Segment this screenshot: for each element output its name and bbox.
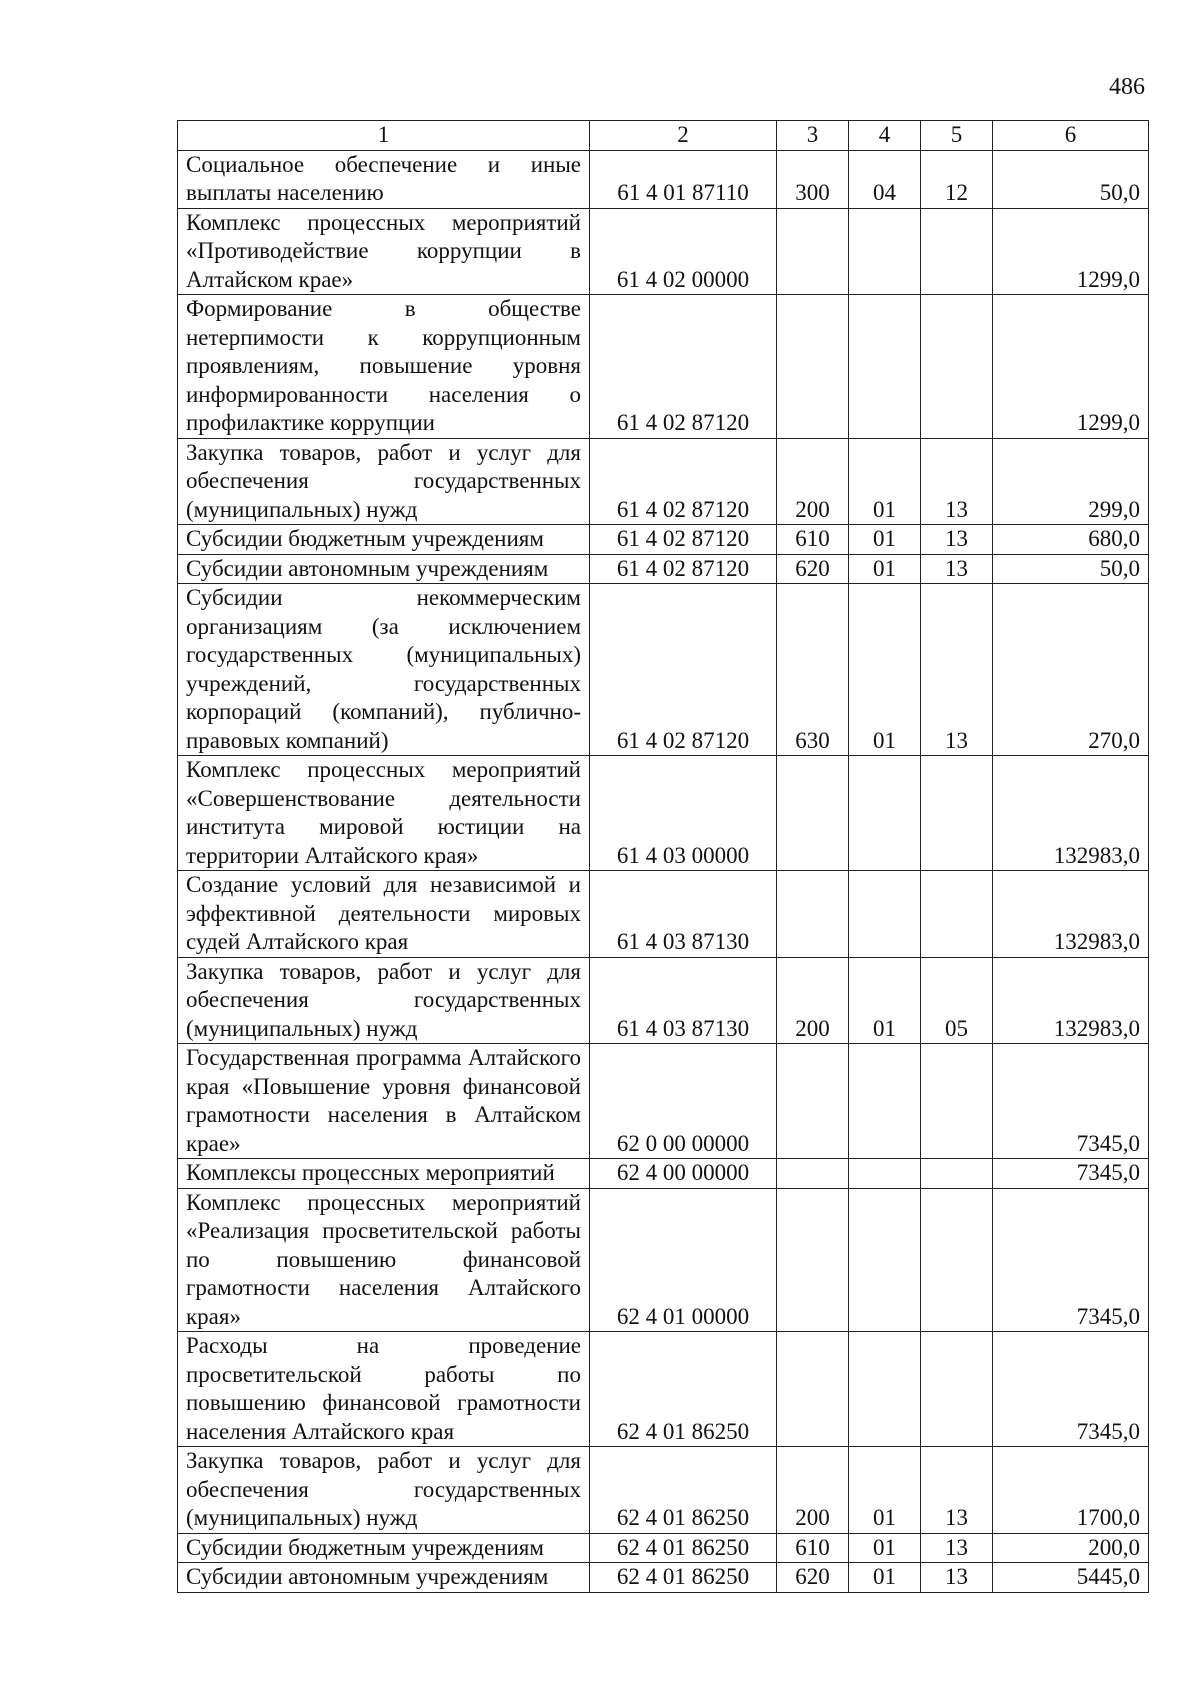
row-amount: 7345,0 <box>993 1044 1149 1159</box>
row-subsection <box>921 1188 993 1332</box>
row-section: 04 <box>849 150 921 208</box>
row-description: Расходы на проведение просветительской работы по повышению финансовой грамотности населения Алтайского края <box>178 1332 590 1447</box>
row-description: Создание условий для независимой и эффективной деятельности мировых судей Алтайского края <box>178 871 590 958</box>
table-row <box>178 584 1149 756</box>
row-expense-type <box>777 1188 849 1332</box>
table-row <box>178 756 1149 871</box>
row-section <box>849 1159 921 1189</box>
column-header: 2 <box>590 121 777 151</box>
table-row <box>178 295 1149 439</box>
table-row <box>178 871 1149 958</box>
row-subsection: 13 <box>921 525 993 555</box>
row-code: 61 4 03 00000 <box>590 756 777 871</box>
row-amount: 132983,0 <box>993 756 1149 871</box>
row-code: 61 4 01 87110 <box>590 150 777 208</box>
row-amount: 200,0 <box>993 1533 1149 1563</box>
row-section: 01 <box>849 584 921 756</box>
row-subsection: 13 <box>921 1533 993 1563</box>
row-description: Субсидии автономным учреждениям <box>178 554 590 584</box>
table-row <box>178 525 1149 555</box>
row-section <box>849 208 921 295</box>
row-amount: 132983,0 <box>993 957 1149 1044</box>
table-row <box>178 1447 1149 1534</box>
table-body <box>178 150 1149 1592</box>
row-code: 62 0 00 00000 <box>590 1044 777 1159</box>
row-expense-type: 620 <box>777 554 849 584</box>
row-code: 62 4 01 00000 <box>590 1188 777 1332</box>
row-expense-type: 200 <box>777 957 849 1044</box>
row-description: Закупка товаров, работ и услуг для обеспечения государственных (муниципальных) нужд <box>178 957 590 1044</box>
row-code: 61 4 03 87130 <box>590 871 777 958</box>
budget-table <box>177 120 1149 1593</box>
row-description: Закупка товаров, работ и услуг для обеспечения государственных (муниципальных) нужд <box>178 1447 590 1534</box>
row-section <box>849 871 921 958</box>
row-amount: 7345,0 <box>993 1159 1149 1189</box>
column-header: 5 <box>921 121 993 151</box>
table-row <box>178 1563 1149 1593</box>
row-expense-type: 620 <box>777 1563 849 1593</box>
row-code: 61 4 03 87130 <box>590 957 777 1044</box>
row-amount: 7345,0 <box>993 1332 1149 1447</box>
table-row <box>178 1159 1149 1189</box>
row-amount: 1700,0 <box>993 1447 1149 1534</box>
row-expense-type: 630 <box>777 584 849 756</box>
table-row <box>178 208 1149 295</box>
row-amount: 1299,0 <box>993 208 1149 295</box>
row-expense-type: 200 <box>777 438 849 525</box>
table-row <box>178 438 1149 525</box>
row-section <box>849 1044 921 1159</box>
row-subsection: 13 <box>921 1563 993 1593</box>
row-expense-type: 610 <box>777 1533 849 1563</box>
row-expense-type: 200 <box>777 1447 849 1534</box>
row-description: Комплексы процессных мероприятий <box>178 1159 590 1189</box>
table-row <box>178 1188 1149 1332</box>
row-section <box>849 1332 921 1447</box>
row-expense-type <box>777 1044 849 1159</box>
row-description: Государственная программа Алтайского края «Повышение уровня финансовой грамотности населения в Алтайском крае» <box>178 1044 590 1159</box>
table-row <box>178 1533 1149 1563</box>
row-subsection <box>921 295 993 439</box>
table-row <box>178 1044 1149 1159</box>
row-subsection: 13 <box>921 438 993 525</box>
page-number: 486 <box>1109 74 1145 100</box>
column-header: 6 <box>993 121 1149 151</box>
row-subsection: 13 <box>921 554 993 584</box>
row-amount: 270,0 <box>993 584 1149 756</box>
row-subsection <box>921 871 993 958</box>
row-code: 62 4 01 86250 <box>590 1533 777 1563</box>
row-subsection: 13 <box>921 1447 993 1534</box>
row-description: Формирование в обществе нетерпимости к коррупционным проявлениям, повышение уровня информированности населения о профилактике коррупции <box>178 295 590 439</box>
column-header: 3 <box>777 121 849 151</box>
row-description: Социальное обеспечение и иные выплаты населению <box>178 150 590 208</box>
row-description: Комплекс процессных мероприятий «Реализация просветительской работы по повышению финансовой грамотности населения Алтайского края» <box>178 1188 590 1332</box>
row-code: 62 4 01 86250 <box>590 1447 777 1534</box>
row-section: 01 <box>849 525 921 555</box>
row-section <box>849 1188 921 1332</box>
row-section <box>849 295 921 439</box>
row-description: Комплекс процессных мероприятий «Совершенствование деятельности института мировой юстиции на территории Алтайского края» <box>178 756 590 871</box>
row-section: 01 <box>849 438 921 525</box>
row-subsection <box>921 756 993 871</box>
row-amount: 132983,0 <box>993 871 1149 958</box>
row-expense-type <box>777 756 849 871</box>
column-header: 4 <box>849 121 921 151</box>
row-amount: 50,0 <box>993 150 1149 208</box>
row-description: Закупка товаров, работ и услуг для обеспечения государственных (муниципальных) нужд <box>178 438 590 525</box>
row-description: Субсидии некоммерческим организациям (за исключением государственных (муниципальных) учреждений, государственных корпораций (компаний), публично-правовых компаний) <box>178 584 590 756</box>
row-subsection: 05 <box>921 957 993 1044</box>
row-section: 01 <box>849 957 921 1044</box>
row-subsection: 13 <box>921 584 993 756</box>
row-description: Субсидии бюджетным учреждениям <box>178 525 590 555</box>
table-header-row <box>178 121 1149 151</box>
row-amount: 1299,0 <box>993 295 1149 439</box>
column-header: 1 <box>178 121 590 151</box>
row-code: 61 4 02 87120 <box>590 584 777 756</box>
row-code: 62 4 01 86250 <box>590 1563 777 1593</box>
row-code: 61 4 02 87120 <box>590 295 777 439</box>
table-row <box>178 554 1149 584</box>
table-row <box>178 150 1149 208</box>
row-section: 01 <box>849 554 921 584</box>
row-expense-type <box>777 871 849 958</box>
row-amount: 50,0 <box>993 554 1149 584</box>
row-section: 01 <box>849 1533 921 1563</box>
row-code: 62 4 00 00000 <box>590 1159 777 1189</box>
row-code: 62 4 01 86250 <box>590 1332 777 1447</box>
row-expense-type: 610 <box>777 525 849 555</box>
row-subsection <box>921 1332 993 1447</box>
row-section: 01 <box>849 1563 921 1593</box>
row-expense-type <box>777 1159 849 1189</box>
row-expense-type <box>777 1332 849 1447</box>
row-subsection: 12 <box>921 150 993 208</box>
row-code: 61 4 02 87120 <box>590 554 777 584</box>
row-amount: 5445,0 <box>993 1563 1149 1593</box>
row-subsection <box>921 1159 993 1189</box>
row-amount: 7345,0 <box>993 1188 1149 1332</box>
row-code: 61 4 02 00000 <box>590 208 777 295</box>
row-code: 61 4 02 87120 <box>590 438 777 525</box>
row-description: Субсидии бюджетным учреждениям <box>178 1533 590 1563</box>
row-expense-type: 300 <box>777 150 849 208</box>
table-row <box>178 957 1149 1044</box>
row-code: 61 4 02 87120 <box>590 525 777 555</box>
row-expense-type <box>777 295 849 439</box>
table-row <box>178 1332 1149 1447</box>
row-description: Комплекс процессных мероприятий «Противодействие коррупции в Алтайском крае» <box>178 208 590 295</box>
row-subsection <box>921 208 993 295</box>
row-section <box>849 756 921 871</box>
row-subsection <box>921 1044 993 1159</box>
row-amount: 299,0 <box>993 438 1149 525</box>
row-amount: 680,0 <box>993 525 1149 555</box>
row-description: Субсидии автономным учреждениям <box>178 1563 590 1593</box>
row-section: 01 <box>849 1447 921 1534</box>
row-expense-type <box>777 208 849 295</box>
